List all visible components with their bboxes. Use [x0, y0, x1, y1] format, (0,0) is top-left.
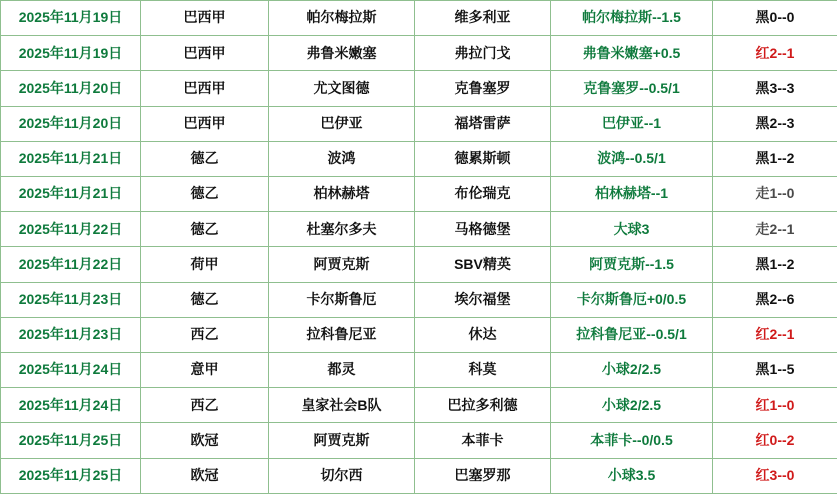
- result-cell: 红0--2: [713, 423, 837, 458]
- pick-cell: 波鸿--0.5/1: [551, 141, 713, 176]
- table-row: [1, 353, 837, 388]
- home-team-cell: 都灵: [269, 353, 415, 388]
- league-cell: 巴西甲: [141, 106, 269, 141]
- table-row: [1, 247, 837, 282]
- pick-cell: 本菲卡--0/0.5: [551, 423, 713, 458]
- home-team-cell: 巴伊亚: [269, 106, 415, 141]
- pick-cell: 弗鲁米嫩塞+0.5: [551, 36, 713, 71]
- pick-cell: 巴伊亚--1: [551, 106, 713, 141]
- result-cell: 红3--0: [713, 458, 837, 493]
- match-date-cell: 2025年11月25日: [1, 458, 141, 493]
- league-cell: 西乙: [141, 317, 269, 352]
- league-cell: 德乙: [141, 177, 269, 212]
- pick-cell: 拉科鲁尼亚--0.5/1: [551, 317, 713, 352]
- table-row: [1, 423, 837, 458]
- table-row: [1, 282, 837, 317]
- result-cell: 黑2--3: [713, 106, 837, 141]
- away-team-cell: 本菲卡: [415, 423, 551, 458]
- match-date-cell: 2025年11月25日: [1, 423, 141, 458]
- table-row: [1, 317, 837, 352]
- result-cell: 走2--1: [713, 212, 837, 247]
- match-date-cell: 2025年11月23日: [1, 317, 141, 352]
- away-team-cell: 布伦瑞克: [415, 177, 551, 212]
- away-team-cell: 德累斯顿: [415, 141, 551, 176]
- result-cell: 走1--0: [713, 177, 837, 212]
- away-team-cell: 巴塞罗那: [415, 458, 551, 493]
- league-cell: 巴西甲: [141, 71, 269, 106]
- table-row: [1, 388, 837, 423]
- home-team-cell: 尤文图德: [269, 71, 415, 106]
- match-date-cell: 2025年11月20日: [1, 71, 141, 106]
- table-row: [1, 177, 837, 212]
- match-date-cell: 2025年11月19日: [1, 1, 141, 36]
- league-cell: 巴西甲: [141, 1, 269, 36]
- table-body: [1, 1, 837, 494]
- pick-cell: 柏林赫塔--1: [551, 177, 713, 212]
- away-team-cell: 维多利亚: [415, 1, 551, 36]
- league-cell: 西乙: [141, 388, 269, 423]
- result-cell: 红2--1: [713, 36, 837, 71]
- league-cell: 巴西甲: [141, 36, 269, 71]
- home-team-cell: 柏林赫塔: [269, 177, 415, 212]
- result-cell: 黑0--0: [713, 1, 837, 36]
- table-row: [1, 458, 837, 493]
- pick-cell: 阿贾克斯--1.5: [551, 247, 713, 282]
- home-team-cell: 切尔西: [269, 458, 415, 493]
- pick-cell: 克鲁塞罗--0.5/1: [551, 71, 713, 106]
- away-team-cell: 福塔雷萨: [415, 106, 551, 141]
- away-team-cell: 弗拉门戈: [415, 36, 551, 71]
- match-date-cell: 2025年11月20日: [1, 106, 141, 141]
- result-cell: 红2--1: [713, 317, 837, 352]
- result-cell: 黑1--5: [713, 353, 837, 388]
- home-team-cell: 拉科鲁尼亚: [269, 317, 415, 352]
- away-team-cell: 科莫: [415, 353, 551, 388]
- home-team-cell: 弗鲁米嫩塞: [269, 36, 415, 71]
- home-team-cell: 阿贾克斯: [269, 247, 415, 282]
- away-team-cell: 马格德堡: [415, 212, 551, 247]
- match-date-cell: 2025年11月22日: [1, 212, 141, 247]
- result-cell: 红1--0: [713, 388, 837, 423]
- match-date-cell: 2025年11月24日: [1, 353, 141, 388]
- table-row: [1, 106, 837, 141]
- pick-cell: 大球3: [551, 212, 713, 247]
- away-team-cell: SBV精英: [415, 247, 551, 282]
- table-row: [1, 36, 837, 71]
- table-row: [1, 1, 837, 36]
- result-cell: 黑1--2: [713, 247, 837, 282]
- away-team-cell: 埃尔福堡: [415, 282, 551, 317]
- result-cell: 黑1--2: [713, 141, 837, 176]
- match-date-cell: 2025年11月21日: [1, 177, 141, 212]
- table-row: [1, 212, 837, 247]
- result-cell: 黑2--6: [713, 282, 837, 317]
- match-date-cell: 2025年11月22日: [1, 247, 141, 282]
- match-date-cell: 2025年11月19日: [1, 36, 141, 71]
- match-date-cell: 2025年11月21日: [1, 141, 141, 176]
- away-team-cell: 克鲁塞罗: [415, 71, 551, 106]
- away-team-cell: 巴拉多利德: [415, 388, 551, 423]
- league-cell: 荷甲: [141, 247, 269, 282]
- league-cell: 欧冠: [141, 458, 269, 493]
- league-cell: 德乙: [141, 141, 269, 176]
- match-date-cell: 2025年11月23日: [1, 282, 141, 317]
- league-cell: 意甲: [141, 353, 269, 388]
- result-cell: 黑3--3: [713, 71, 837, 106]
- home-team-cell: 杜塞尔多夫: [269, 212, 415, 247]
- home-team-cell: 卡尔斯鲁厄: [269, 282, 415, 317]
- pick-cell: 帕尔梅拉斯--1.5: [551, 1, 713, 36]
- pick-cell: 小球3.5: [551, 458, 713, 493]
- match-date-cell: 2025年11月24日: [1, 388, 141, 423]
- league-cell: 欧冠: [141, 423, 269, 458]
- table-row: [1, 141, 837, 176]
- league-cell: 德乙: [141, 212, 269, 247]
- table-row: [1, 71, 837, 106]
- home-team-cell: 帕尔梅拉斯: [269, 1, 415, 36]
- away-team-cell: 休达: [415, 317, 551, 352]
- league-cell: 德乙: [141, 282, 269, 317]
- home-team-cell: 波鸿: [269, 141, 415, 176]
- pick-cell: 卡尔斯鲁厄+0/0.5: [551, 282, 713, 317]
- home-team-cell: 皇家社会B队: [269, 388, 415, 423]
- pick-cell: 小球2/2.5: [551, 388, 713, 423]
- home-team-cell: 阿贾克斯: [269, 423, 415, 458]
- pick-cell: 小球2/2.5: [551, 353, 713, 388]
